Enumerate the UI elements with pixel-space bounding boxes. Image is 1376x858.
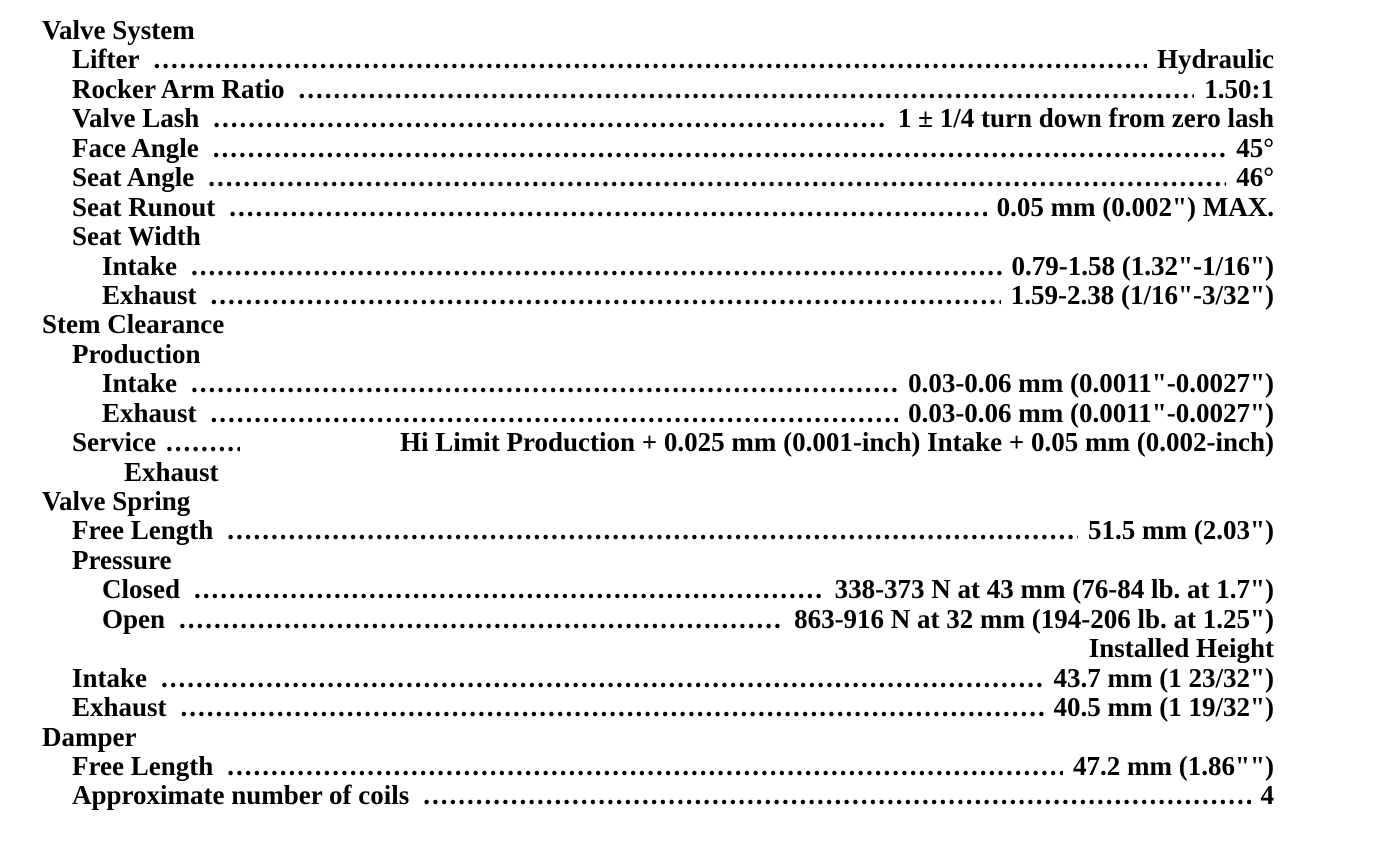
dot-leader [211, 399, 899, 428]
spec-label: Rocker Arm Ratio [72, 73, 285, 104]
spec-label: Free Length [72, 515, 214, 546]
dot-leader [298, 75, 1194, 104]
spec-label: Intake [102, 250, 178, 281]
spec-label: Service [72, 427, 156, 458]
spec-row [0, 693, 1274, 722]
spec-section-heading [0, 487, 1376, 516]
spec-row [0, 281, 1274, 310]
spec-row [0, 664, 1274, 693]
spec-label: Exhaust [102, 397, 197, 428]
dot-leader [181, 693, 1044, 722]
spec-label: Open [102, 603, 166, 634]
spec-row [0, 752, 1274, 781]
spec-value: Hydraulic [1156, 44, 1274, 75]
spec-value: 0.03-0.06 mm (0.0011"-0.0027") [908, 397, 1274, 428]
spec-subheading [0, 340, 1376, 369]
spec-heading-text: Pressure [72, 544, 172, 575]
spec-heading-text: Valve System [42, 15, 195, 45]
spec-row [0, 575, 1274, 604]
spec-row [0, 781, 1274, 810]
spec-section-heading [0, 16, 1376, 45]
spec-heading-text: Valve Spring [42, 486, 191, 516]
spec-heading-text: Seat Width [72, 221, 201, 252]
spec-label: Seat Runout [72, 191, 216, 222]
spec-value: 338-373 N at 43 mm (76-84 lb. at 1.7") [834, 574, 1274, 605]
spec-row [0, 605, 1274, 634]
spec-label: Valve Lash [72, 103, 200, 134]
dot-leader [191, 252, 1002, 281]
spec-row [0, 369, 1274, 398]
spec-section-heading [0, 310, 1376, 339]
spec-subheading-right [0, 634, 1274, 663]
spec-label: Lifter [72, 44, 140, 75]
spec-label: Free Length [72, 750, 214, 781]
spec-row [0, 163, 1274, 192]
spec-heading-text: Stem Clearance [42, 309, 225, 340]
valve-spec-list [0, 16, 1376, 811]
spec-value: 0.03-0.06 mm (0.0011"-0.0027") [908, 368, 1274, 399]
dot-leader [153, 45, 1147, 74]
spec-subheading [0, 546, 1376, 575]
spec-value: 45° [1236, 132, 1274, 163]
dot-leader [166, 428, 240, 457]
spec-section-heading [0, 723, 1376, 752]
dot-leader [213, 134, 1226, 163]
spec-heading-text: Production [72, 338, 201, 369]
spec-label: Approximate number of coils [72, 780, 410, 811]
spec-heading-text: Damper [42, 721, 137, 752]
spec-row [0, 252, 1274, 281]
spec-value: 4 [1260, 780, 1274, 811]
dot-leader [227, 516, 1078, 545]
spec-row [0, 193, 1274, 222]
spec-row [0, 104, 1274, 133]
spec-row [0, 516, 1274, 545]
spec-label: Intake [102, 368, 178, 399]
spec-value: 0.05 mm (0.002") MAX. [996, 191, 1274, 222]
dot-leader [161, 664, 1044, 693]
spec-value: Hi Limit Production + 0.025 mm (0.001-inch) Intake + 0.05 mm (0.002-inch) [400, 427, 1274, 458]
spec-row [0, 399, 1274, 428]
spec-heading-text: Exhaust [124, 456, 219, 487]
spec-value: 863-916 N at 32 mm (194-206 lb. at 1.25") [794, 603, 1274, 634]
spec-value: 46° [1236, 162, 1274, 193]
dot-leader [211, 281, 1001, 310]
spec-value: 51.5 mm (2.03") [1088, 515, 1274, 546]
spec-subheading [0, 458, 1376, 487]
dot-leader [213, 104, 888, 133]
dot-leader [191, 369, 898, 398]
spec-value: 1.50:1 [1204, 73, 1274, 104]
spec-value: 47.2 mm (1.86"") [1073, 750, 1274, 781]
spec-value: 1.59-2.38 (1/16"-3/32") [1010, 279, 1274, 310]
spec-value: 0.79-1.58 (1.32"-1/16") [1011, 250, 1274, 281]
spec-value: 43.7 mm (1 23/32") [1053, 662, 1274, 693]
spec-subheading [0, 222, 1376, 251]
dot-leader [179, 605, 784, 634]
spec-row [0, 75, 1274, 104]
spec-label: Intake [72, 662, 148, 693]
spec-row [0, 428, 1274, 457]
spec-label: Exhaust [72, 692, 167, 723]
spec-value: 40.5 mm (1 19/32") [1053, 692, 1274, 723]
spec-row [0, 134, 1274, 163]
spec-label: Seat Angle [72, 162, 195, 193]
spec-row [0, 45, 1274, 74]
spec-label: Closed [102, 574, 181, 605]
dot-leader [227, 752, 1063, 781]
spec-label: Exhaust [102, 279, 197, 310]
spec-value: 1 ± 1/4 turn down from zero lash [897, 103, 1274, 134]
dot-leader [229, 193, 986, 222]
spec-label: Face Angle [72, 132, 199, 163]
dot-leader [194, 575, 825, 604]
dot-leader [423, 781, 1250, 810]
dot-leader [208, 163, 1226, 192]
spec-subheading-text: Installed Height [1088, 633, 1274, 664]
